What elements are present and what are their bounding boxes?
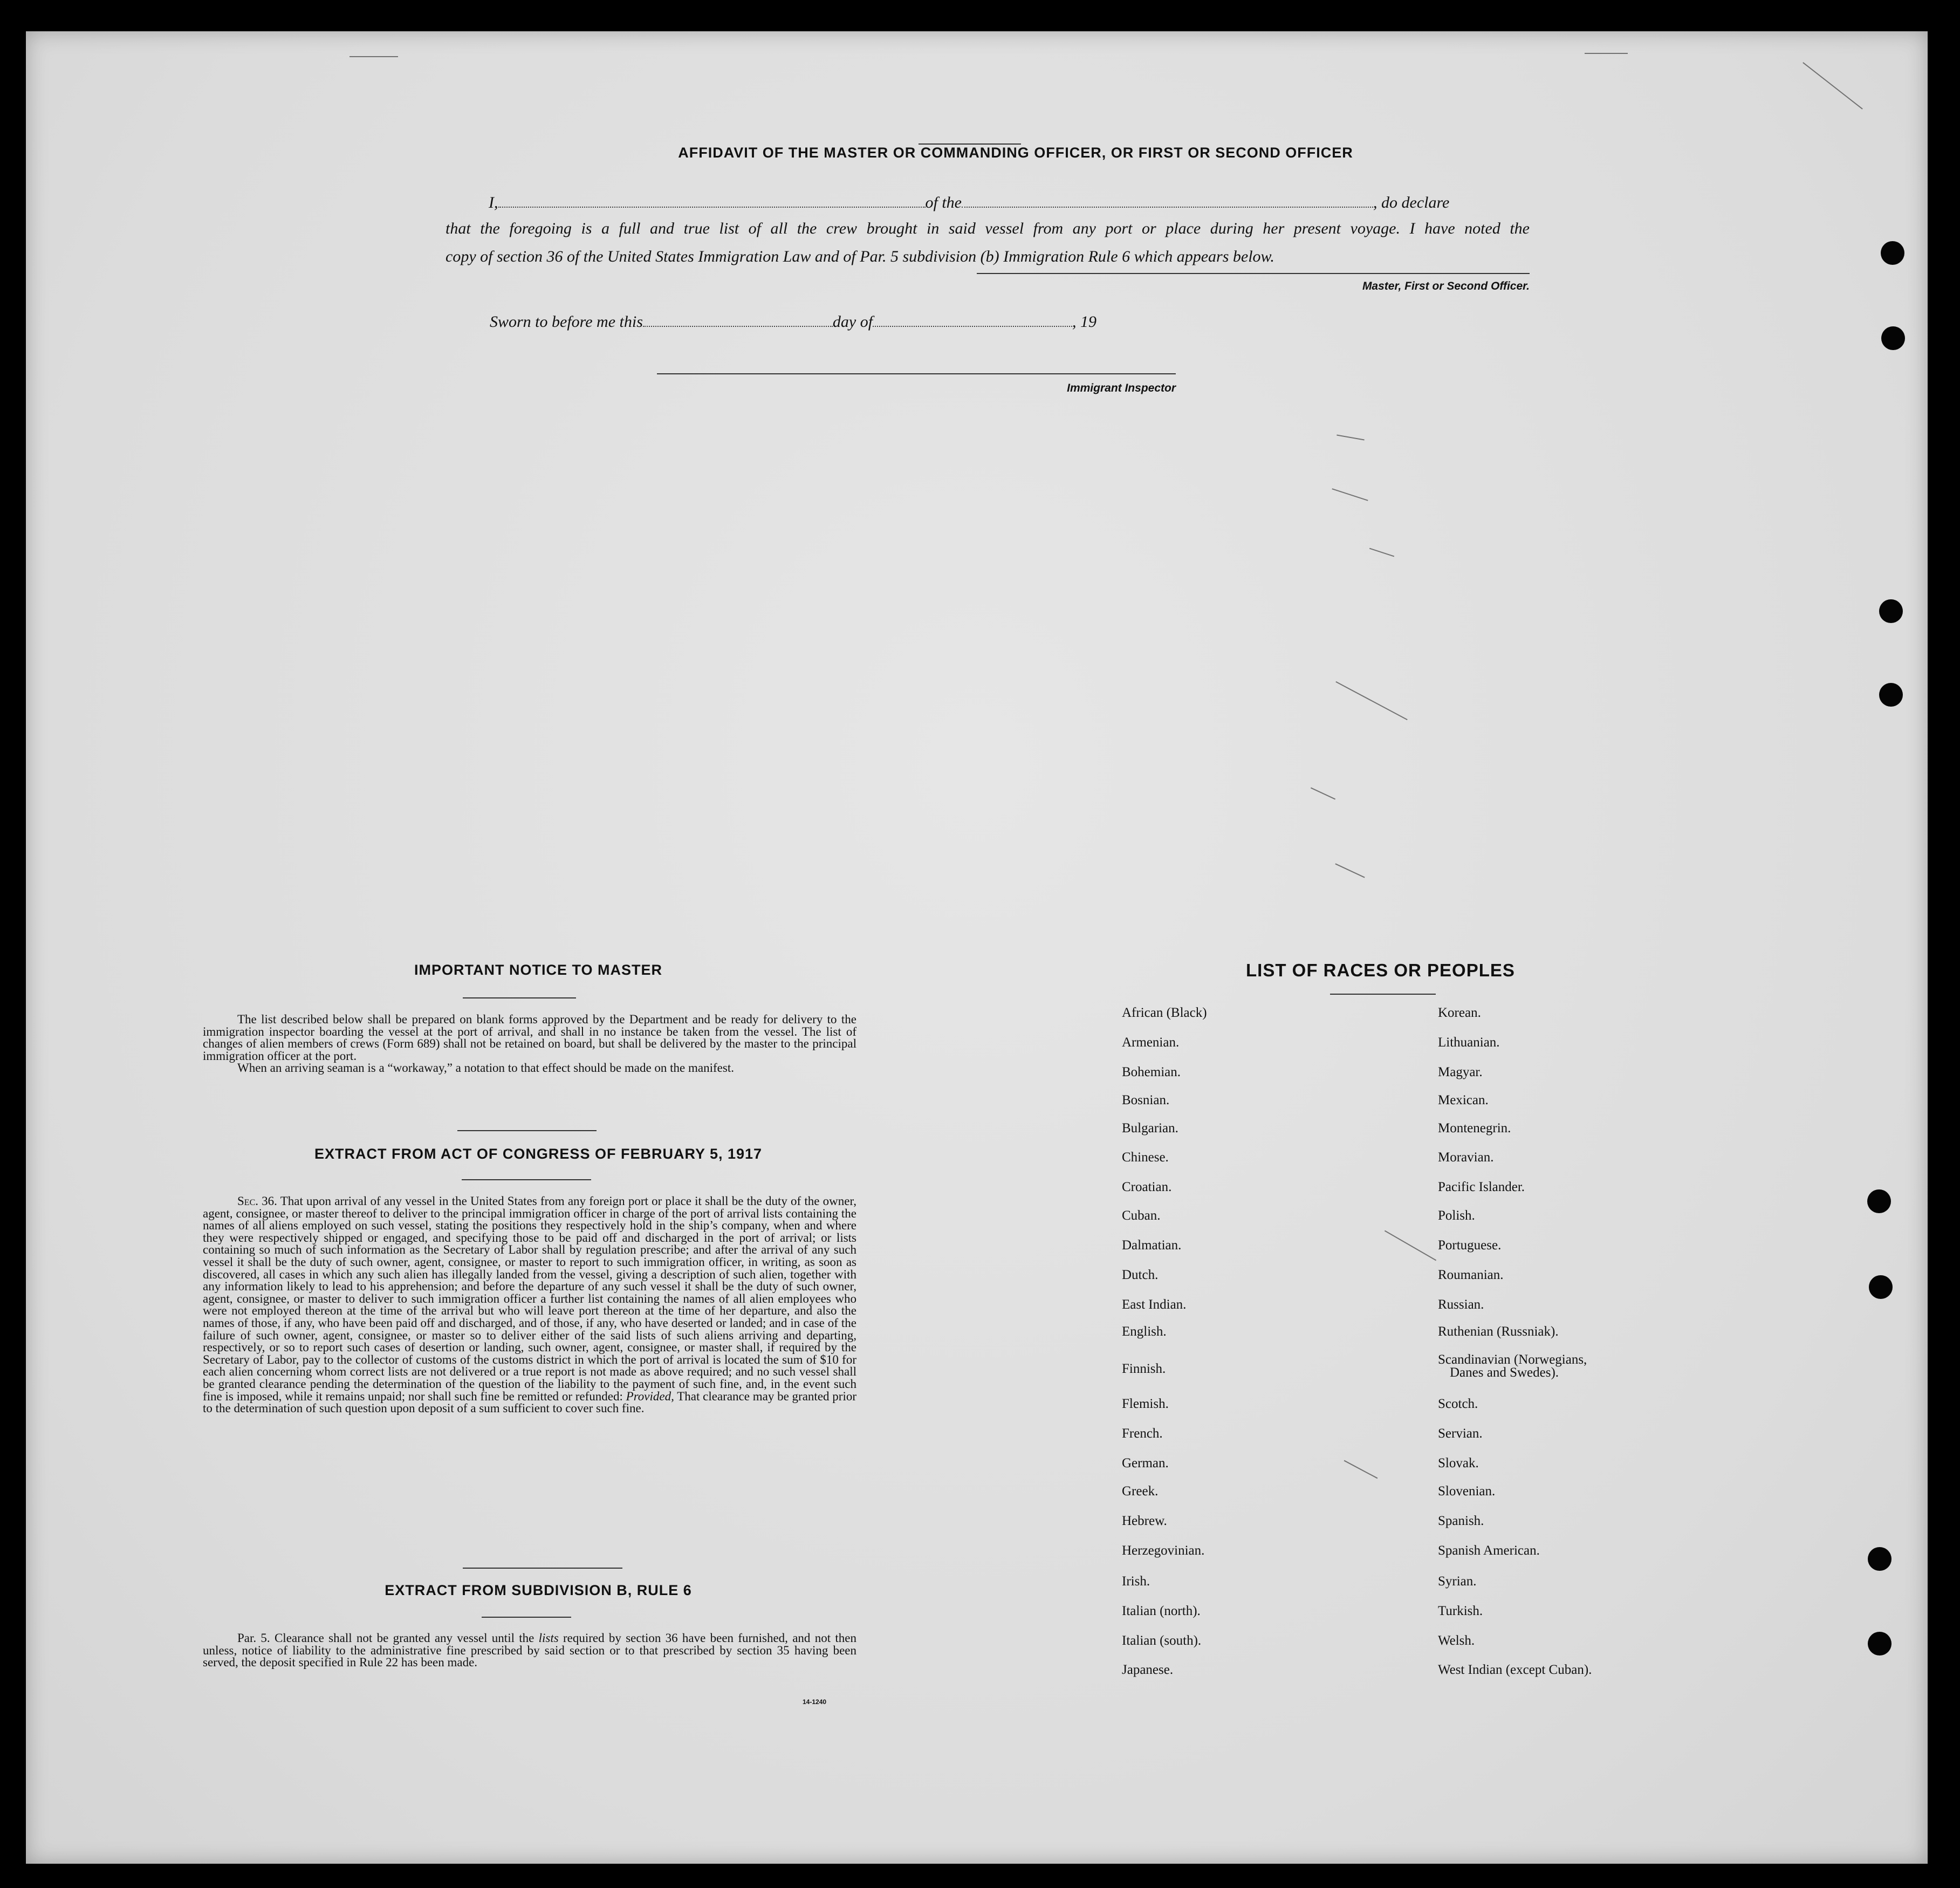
race-item: Montenegrin. xyxy=(1438,1121,1511,1135)
affidavit-i: I, xyxy=(489,194,498,211)
binder-hole xyxy=(1868,1632,1892,1656)
divider xyxy=(463,1568,622,1569)
binder-hole xyxy=(1867,1189,1891,1213)
race-item: Greek. xyxy=(1122,1484,1159,1499)
name-blank[interactable] xyxy=(498,193,926,208)
affidavit-declare: , do declare xyxy=(1373,194,1450,211)
affidavit-line-1 xyxy=(489,192,1449,214)
divider xyxy=(919,143,1021,145)
notice-body xyxy=(203,1014,856,1075)
master-caption: Master, First or Second Officer. xyxy=(1362,280,1530,292)
divider xyxy=(463,997,576,998)
binder-hole xyxy=(1879,599,1903,623)
sworn-day-of: day of xyxy=(832,313,873,331)
race-item: Lithuanian. xyxy=(1438,1035,1500,1050)
lists-word: lists xyxy=(538,1631,559,1645)
race-item: Mexican. xyxy=(1438,1093,1489,1107)
race-item: Spanish American. xyxy=(1438,1543,1540,1558)
race-item: Magyar. xyxy=(1438,1065,1483,1079)
act-heading: EXTRACT FROM ACT OF CONGRESS OF FEBRUARY 5, 1917 xyxy=(314,1146,763,1162)
scan-mark xyxy=(1337,435,1365,441)
race-item: Slovak. xyxy=(1438,1456,1479,1470)
act-text-end: That clearance may be granted prior to the determination of such question upon deposit of a sum sufficient to cover such fine. xyxy=(203,1389,857,1415)
divider xyxy=(1330,994,1436,995)
binder-hole xyxy=(1868,1547,1892,1571)
race-item: German. xyxy=(1122,1456,1169,1470)
race-item: Slovenian. xyxy=(1438,1484,1496,1499)
provided-word: Provided, xyxy=(626,1389,674,1403)
divider xyxy=(482,1617,571,1618)
race-item: East Indian. xyxy=(1122,1297,1187,1312)
affidavit-title: AFFIDAVIT OF THE MASTER OR COMMANDING OFFICER, OR FIRST OR SECOND OFFICER xyxy=(678,145,1353,161)
section-label: Sec. 36. xyxy=(237,1194,277,1208)
race-item: Scotch. xyxy=(1438,1397,1478,1411)
race-item: West Indian (except Cuban). xyxy=(1438,1663,1592,1677)
scan-mark xyxy=(1369,548,1394,557)
inspector-caption: Immigrant Inspector xyxy=(1067,382,1176,394)
divider xyxy=(457,1130,597,1131)
race-item: French. xyxy=(1122,1426,1163,1441)
vessel-blank[interactable] xyxy=(962,193,1373,208)
race-item: Korean. xyxy=(1438,1005,1481,1020)
race-item: Dalmatian. xyxy=(1122,1238,1182,1253)
sworn-prefix: Sworn to before me this xyxy=(490,313,643,331)
race-item: Hebrew. xyxy=(1122,1514,1167,1528)
race-item: Croatian. xyxy=(1122,1180,1172,1194)
race-item: Ruthenian (Russniak). xyxy=(1438,1324,1559,1339)
rule-text: Par. 5. Clearance shall not be granted any vessel until the xyxy=(237,1631,539,1645)
race-item: Spanish. xyxy=(1438,1514,1484,1528)
races-title: LIST OF RACES OR PEOPLES xyxy=(1246,960,1515,980)
binder-hole xyxy=(1881,241,1904,265)
scan-mark xyxy=(1803,62,1863,110)
affidavit-line-2: that the foregoing is a full and true list of all the crew brought in said vessel from any port or place during her present voyage. I have noted the xyxy=(446,220,1530,237)
master-signature-line[interactable] xyxy=(977,273,1530,274)
inspector-signature-line[interactable] xyxy=(657,373,1176,374)
race-item: Italian (north). xyxy=(1122,1604,1201,1618)
rule-heading: EXTRACT FROM SUBDIVISION B, RULE 6 xyxy=(385,1582,692,1598)
race-item: Servian. xyxy=(1438,1426,1483,1441)
race-item: Danes and Swedes). xyxy=(1450,1365,1559,1380)
race-item: Polish. xyxy=(1438,1208,1475,1223)
binder-hole xyxy=(1869,1275,1893,1299)
race-item: Finnish. xyxy=(1122,1362,1166,1376)
race-item: Irish. xyxy=(1122,1574,1150,1589)
race-item: Russian. xyxy=(1438,1297,1484,1312)
race-item: Pacific Islander. xyxy=(1438,1180,1525,1194)
scan-mark xyxy=(1335,863,1365,878)
race-item: Turkish. xyxy=(1438,1604,1483,1618)
scan-mark xyxy=(1332,488,1368,501)
notice-paragraph-1: The list described below shall be prepared on blank forms approved by the Department and be ready for delivery to the immigration inspector boarding the vessel at the port of arrival, and shall in no instance be taken from the vessel. The list of changes of alien members of crews (Form 689) shall not be retained on board, but shall be delivered by the master to the principal immigration officer at the port. xyxy=(203,1013,856,1063)
race-item: Flemish. xyxy=(1122,1397,1169,1411)
race-item: Roumanian. xyxy=(1438,1268,1504,1282)
race-item: Scandinavian (Norwegians, xyxy=(1438,1352,1587,1367)
race-item: Bohemian. xyxy=(1122,1065,1181,1079)
race-item: Chinese. xyxy=(1122,1150,1169,1165)
race-item: English. xyxy=(1122,1324,1167,1339)
scan-mark xyxy=(1311,788,1335,800)
race-item: Italian (south). xyxy=(1122,1633,1202,1648)
scan-mark xyxy=(349,56,398,57)
divider xyxy=(462,1179,591,1180)
race-item: Bosnian. xyxy=(1122,1093,1170,1107)
scan-mark xyxy=(1344,1460,1378,1479)
scan-mark xyxy=(1585,53,1628,54)
affidavit-line-3: copy of section 36 of the United States Immigration Law and of Par. 5 subdivision (b) Immigration Rule 6 which appears below. xyxy=(446,248,1274,265)
notice-paragraph-2: When an arriving seaman is a “workaway,” a notation to that effect should be made on the manifest. xyxy=(237,1061,734,1075)
race-item: Japanese. xyxy=(1122,1663,1174,1677)
act-text: That upon arrival of any vessel in the United States from any foreign port or place it shall be the duty of the owner, agent, consignee, or master thereof to deliver to the principal immigration officer in charge of the port of arrival lists containing the names of all aliens employed on such vessel, stating the positions they respectively hold in the ship’s company, when and where they were respectively shipped or engaged, and specifying those to be paid off and discharged in the port of arrival; or lists containing so much of such information as the Secretary of Labor shall by regulation prescribe; and after the arrival of any such vessel it shall be the duty of such owner, agent, consignee, or master to report to such immigration officer, in writing, as soon as discovered, all cases in which any such alien has illegally landed from the vessel, giving a description of such alien, together with any information likely to lead to his apprehension; and before the departure of any such vessel it shall be the duty of such owner, agent, consignee, or master to deliver to such immigration officer a further list containing the names of all alien employees who were not employed thereon at the time of the arrival but who will leave port thereon at the time of her departure, and also the names of those, if any, who have been paid off and discharged, and of those, if any, who have deserted or landed; and in case of the failure of such owner, agent, consignee, or master so to deliver either of the said lists of such aliens arriving and departing, respectively, or so to report such cases of desertion or landing, such owner, agent, consignee, or master shall, if required by the Secretary of Labor, pay to the collector of customs of the customs district in which the port of arrival is located the sum of $10 for each alien concerning whom correct lists are not delivered or a true report is not made as above required; and no such vessel shall be granted clearance pending the determination of the question of the liability to the payment of such fine, and, in the event such fine is imposed, while it remains unpaid; nor shall such fine be remitted or refunded: xyxy=(203,1194,856,1403)
rule-body xyxy=(203,1632,856,1669)
race-item: Syrian. xyxy=(1438,1574,1477,1589)
race-item: Herzegovinian. xyxy=(1122,1543,1205,1558)
sworn-year: , 19 xyxy=(1072,313,1097,331)
sworn-day-blank[interactable] xyxy=(643,312,833,327)
race-item: Cuban. xyxy=(1122,1208,1161,1223)
race-item: Moravian. xyxy=(1438,1150,1494,1165)
form-number: 14-1240 xyxy=(803,1698,827,1706)
act-body xyxy=(203,1195,856,1415)
race-item: African (Black) xyxy=(1122,1005,1207,1020)
scan-mark xyxy=(1335,681,1407,720)
race-item: Armenian. xyxy=(1122,1035,1180,1050)
sworn-month-blank[interactable] xyxy=(873,312,1072,327)
rule-text-end: required by section 36 have been furnished, and not then unless, notice of liability to the administrative fine prescribed by said section or to that prescribed by section 35 having been served, the deposit specified in Rule 22 has been made. xyxy=(203,1631,856,1670)
race-item: Dutch. xyxy=(1122,1268,1159,1282)
document-page xyxy=(26,31,1928,1864)
notice-heading: IMPORTANT NOTICE TO MASTER xyxy=(414,962,662,978)
race-item: Portuguese. xyxy=(1438,1238,1502,1253)
sworn-line xyxy=(490,311,1096,333)
scan-mark xyxy=(1385,1230,1436,1261)
binder-hole xyxy=(1879,683,1903,707)
race-item: Welsh. xyxy=(1438,1633,1475,1648)
race-item: Bulgarian. xyxy=(1122,1121,1178,1135)
binder-hole xyxy=(1881,326,1905,350)
affidavit-of-the: of the xyxy=(925,194,962,211)
